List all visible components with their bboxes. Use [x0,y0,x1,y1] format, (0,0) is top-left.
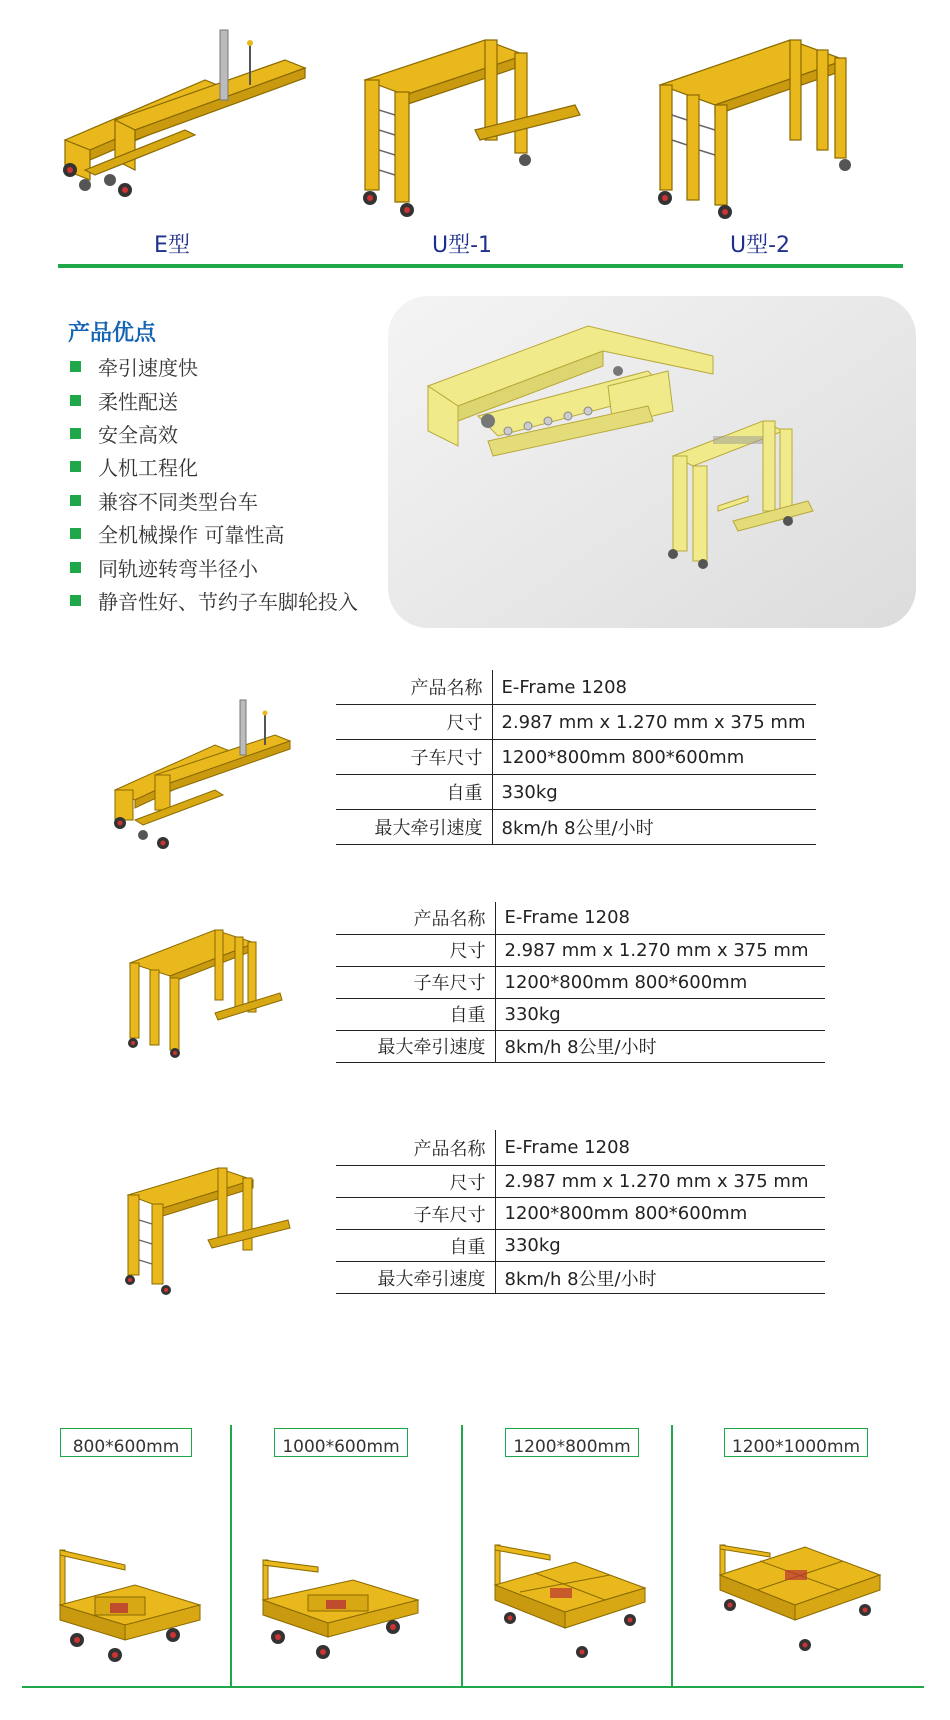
advantage-item: 兼容不同类型台车 [70,484,358,517]
bullet-square-icon [70,495,81,506]
u-frame-single-label: U型-1 [431,233,493,258]
spec-row [336,705,816,740]
cart-size-label: 1200*800mm [505,1428,639,1457]
spec-value: E-Frame 1208 [501,676,627,698]
cart-800x600-illustration [55,1545,205,1670]
spec-value: 8km/h 8公里/小时 [504,1268,657,1290]
spec-key: 产品名称 [336,670,492,705]
bullet-square-icon [70,461,81,472]
spec-value: 330kg [504,1235,561,1256]
bullet-square-icon [70,562,81,573]
u-frame-double-illustration [630,20,930,260]
column-divider [461,1425,463,1687]
column-divider [230,1425,232,1687]
u-frame-double-spec-illustration [110,918,290,1058]
spec-key: 子车尺寸 [336,966,495,998]
cart-1200x800-illustration [490,1540,650,1670]
product-render-image [388,296,916,628]
spec-key: 子车尺寸 [336,740,492,775]
spec-row [336,934,825,966]
spec-value: 1200*800mm 800*600mm [501,746,745,768]
spec-key: 尺寸 [336,705,492,740]
bullet-square-icon [70,595,81,606]
spec-key: 产品名称 [336,902,495,934]
spec-key: 自重 [336,998,495,1030]
spec-value: 2.987 mm x 1.270 mm x 375 mm [504,939,809,961]
spec-row [336,1198,825,1230]
spec-row [336,1030,825,1062]
spec-key: 产品名称 [336,1130,495,1166]
spec-key: 最大牵引速度 [336,810,492,845]
spec-value: 2.987 mm x 1.270 mm x 375 mm [504,1171,809,1192]
spec-row [336,1166,825,1198]
spec-row [336,1130,825,1166]
spec-row [336,902,825,934]
advantages-list [70,350,358,617]
bullet-square-icon [70,428,81,439]
bottom-divider [22,1686,924,1688]
spec-row [336,1230,825,1262]
cart-size-label: 1200*1000mm [724,1428,868,1457]
spec-value: 1200*800mm 800*600mm [504,971,748,993]
spec-key: 最大牵引速度 [336,1262,495,1294]
spec-value: E-Frame 1208 [504,907,630,929]
spec-value: E-Frame 1208 [504,1137,630,1158]
spec-row [336,1262,825,1294]
cart-size-label: 800*600mm [60,1428,192,1457]
advantage-item: 静音性好、节约子车脚轮投入 [70,584,358,617]
product-render-panel [388,296,916,628]
e-frame-illustration [55,20,355,260]
spec-key: 自重 [336,775,492,810]
advantage-item: 柔性配送 [70,383,358,416]
u-frame-single-spec-illustration [108,1160,298,1295]
section-divider [58,264,903,268]
u-frame-single-illustration [325,20,625,260]
spec-value: 8km/h 8公里/小时 [504,1037,657,1058]
e-frame-label: E型 [154,233,190,258]
spec-row [336,670,816,705]
spec-value: 8km/h 8公里/小时 [501,818,654,839]
spec-row [336,998,825,1030]
cart-size-label: 1000*600mm [274,1428,408,1457]
advantage-item: 全机械操作 可靠性高 [70,517,358,550]
spec-value: 330kg [504,1003,561,1025]
spec-key: 最大牵引速度 [336,1030,495,1062]
spec-value: 2.987 mm x 1.270 mm x 375 mm [501,711,806,733]
spec-value: 330kg [501,781,558,803]
advantage-item: 人机工程化 [70,450,358,483]
bullet-square-icon [70,361,81,372]
spec-row [336,810,816,845]
spec-value: 1200*800mm 800*600mm [504,1203,748,1224]
advantage-item: 牵引速度快 [70,350,358,383]
bullet-square-icon [70,528,81,539]
bullet-square-icon [70,395,81,406]
spec-key: 子车尺寸 [336,1198,495,1230]
advantages-title: 产品优点 [68,321,157,346]
e-frame-spec-illustration [105,695,305,860]
column-divider [671,1425,673,1687]
cart-1000x600-illustration [258,1555,423,1670]
spec-table-u-frame-double [336,902,825,1063]
advantage-item: 同轨迹转弯半径小 [70,550,358,583]
spec-key: 自重 [336,1230,495,1262]
spec-key: 尺寸 [336,934,495,966]
spec-key: 尺寸 [336,1166,495,1198]
spec-table-e-frame [336,670,816,845]
spec-row [336,775,816,810]
spec-row [336,740,816,775]
spec-row [336,966,825,998]
u-frame-double-label: U型-2 [729,233,791,258]
cart-1200x1000-illustration [715,1535,885,1670]
advantage-item: 安全高效 [70,417,358,450]
spec-table-u-frame-single [336,1130,825,1294]
